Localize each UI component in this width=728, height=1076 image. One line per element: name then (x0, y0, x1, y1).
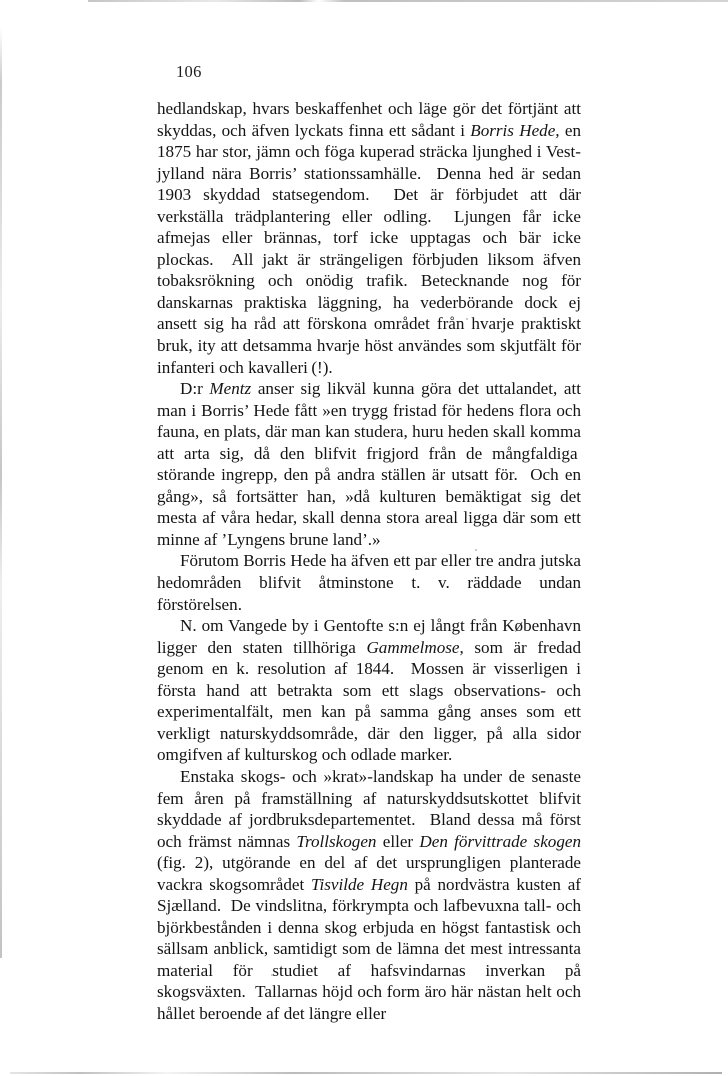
paragraph-5: Enstaka skogs- och »krat»-landskap ha under de senaste fem åren på framställning af naturskyddsutskottet blifvit skyddade af jordbruksdepartementet. Bland dessa må först och främst nämnas Trollskogen eller Den förvittrade skogen (fig. 2), utgörande en del af det ursprungligen planterade vackra skogsområdet Tisvilde Hegn på nordvästra kusten af Sjælland. De vindslitna, förkrympta och lafbevuxna tall- och björkbestånden i denna skog erbjuda en högst fantastisk och sällsam anblick, samtidigt som de lämna det mest intressanta material för studiet af hafsvindarnas inverkan på skogsväxten. Tallarnas höjd och form äro här nästan helt och hållet beroende af det längre eller (157, 766, 582, 1023)
scan-edge-bottom-artifact (10, 1072, 722, 1074)
italic-title: Den förvittrade skogen (419, 831, 582, 851)
paragraph-4: N. om Vangede by i Gentofte s:n ej långt från København ligger den staten tillhöriga Gammelmose, som är fredad genom en k. resolution af 1844. Mossen är visserligen i första hand att betrakta som ett slags observations- och experimentalfält, men kan på samma gång anses som ett verkligt naturskyddsområde, där den ligger, på alla sidor omgifven af kulturskog och odlade marker. (157, 616, 581, 765)
italic-title: Trollskogen (296, 831, 377, 851)
paragraph-1: hedlandskap, hvars beskaffenhet och läge gör det förtjänt att skyddas, och äfven lyckats finna ett sådant i Borris Hede, en 1875 har stor, jämn och föga kuperad sträcka ljunghed i Vestjylland nära Borris’ stationssamhälle. Denna hed är sedan 1903 skyddad statsegendom. Det är förbjudet att där verkställa trädplantering eller odling. Ljungen får icke afmejas eller brännas, torf icke upptagas och bär icke plockas. All jakt är strängeligen förbjuden liksom äfven tobaksrökning och onödig trafik. Betecknande nog för danskarnas praktiska läggning, ha vederbörande dock ej ansett sig ha råd att förskona området från hvarje praktiskt bruk, ity att detsamma hvarje höst användes som skjutfält för infanteri och kavalleri (!). (157, 99, 581, 377)
italic-person-name: Mentz (209, 379, 252, 399)
paragraph-2: D:r Mentz anser sig likväl kunna göra det uttalandet, att man i Borris’ Hede fått »en trygg fristad för hedens flora och fauna, en plats, där man kan studera, huru heden skall komma att arta sig, då den blifvit frigjord från de mångfaldiga störande ingrepp, den på andra ställen är utsatt för. Och en gång», så fortsätter han, »då kulturen bemäktigat sig det mesta af våra hedar, skall denna stora areal ligga där som ett minne af ’Lyngens brune land’.» (157, 379, 581, 549)
italic-place-name: Tisvilde Hegn (310, 874, 408, 894)
scan-edge-left-artifact (0, 28, 2, 958)
italic-place-name: Borris Hede, (470, 120, 560, 140)
paragraph-3: Förutom Borris Hede ha äfven ett par eller tre andra jutska hedområden blifvit åtminstone t. v. räddade undan förstörelsen. (157, 551, 581, 614)
italic-place-name: Gammelmose (366, 637, 460, 657)
page-number: 106 (176, 62, 202, 81)
body-text (157, 98, 581, 1025)
scan-edge-top-artifact (88, 0, 728, 2)
